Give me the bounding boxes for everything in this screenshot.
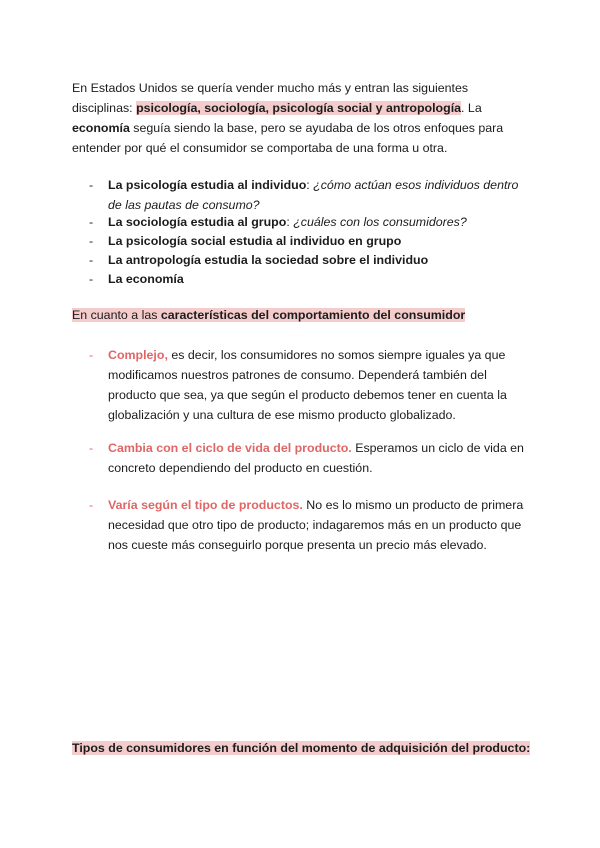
bullet-dash: - [89, 348, 94, 362]
list-item [108, 495, 528, 555]
list-item [108, 250, 528, 270]
bullet-dash: - [89, 441, 94, 455]
list-item-bold: La psicología social estudia al individuo en grupo [108, 234, 402, 248]
bullet-dash: - [89, 498, 94, 512]
tipos-heading-text: Tipos de consumidores en función del momento de adquisición del producto: [72, 741, 531, 755]
bullet-dash: - [89, 253, 94, 267]
intro-paragraph [72, 78, 532, 158]
bullet-dash: - [89, 272, 94, 286]
intro-connector: . La [461, 101, 482, 115]
intro-line: En Estados Unidos se quería vender mucho más y entran las siguientes disciplinas: [72, 81, 469, 115]
list-item-italic: ¿cuáles con los consumidores? [293, 215, 467, 229]
bullet-dash: - [89, 215, 94, 229]
characteristic-name: Varía según el tipo de productos. [108, 498, 303, 512]
list-item [108, 175, 528, 215]
list-item-sep: : [306, 178, 314, 192]
characteristics-intro [72, 305, 532, 325]
list-item-bold: La economía [108, 272, 184, 286]
intro-rest: seguía siendo la base, pero se ayudaba de los otros enfoques para entender por qué el consumidor se comportaba de una forma u otra. [72, 121, 504, 155]
disciplines-highlight: psicología, sociología, psicología social y antropología [136, 101, 462, 115]
list-item [108, 231, 528, 251]
bullet-dash: - [89, 178, 94, 192]
list-item [108, 212, 528, 232]
characteristic-name: Cambia con el ciclo de vida del producto. [108, 441, 352, 455]
characteristic-desc: No es lo mismo un producto de primera necesidad que otro tipo de producto; indagaremos más en un producto que nos cueste más conseguirlo porque presenta un precio más elevado. [108, 498, 524, 552]
list-item-sep: : [286, 215, 294, 229]
list-item-bold: La psicología estudia al individuo [108, 178, 307, 192]
tipos-heading [72, 738, 542, 758]
characteristics-prefix: En cuanto a las [72, 308, 161, 322]
characteristics-title: características del comportamiento del consumidor [160, 308, 466, 322]
list-item [108, 438, 528, 478]
list-item-italic: ¿cómo actúan esos individuos dentro de las pautas de consumo? [108, 178, 519, 212]
list-item [108, 269, 528, 289]
characteristic-desc: Esperamos un ciclo de vida en concreto dependiendo del producto en cuestión. [108, 441, 524, 475]
characteristic-desc: es decir, los consumidores no somos siempre iguales ya que modificamos nuestros patrones de consumo. Dependerá también del producto que sea, ya que según el producto debemos tener en cuenta la globalización y una cultura de ese mismo producto globalizado. [108, 348, 507, 422]
characteristic-name: Complejo, [108, 348, 168, 362]
list-item [108, 345, 528, 425]
list-item-bold: La antropología estudia la sociedad sobre el individuo [108, 253, 429, 267]
list-item-bold: La sociología estudia al grupo [108, 215, 287, 229]
bullet-dash: - [89, 234, 94, 248]
economia-term: economía [72, 121, 130, 135]
